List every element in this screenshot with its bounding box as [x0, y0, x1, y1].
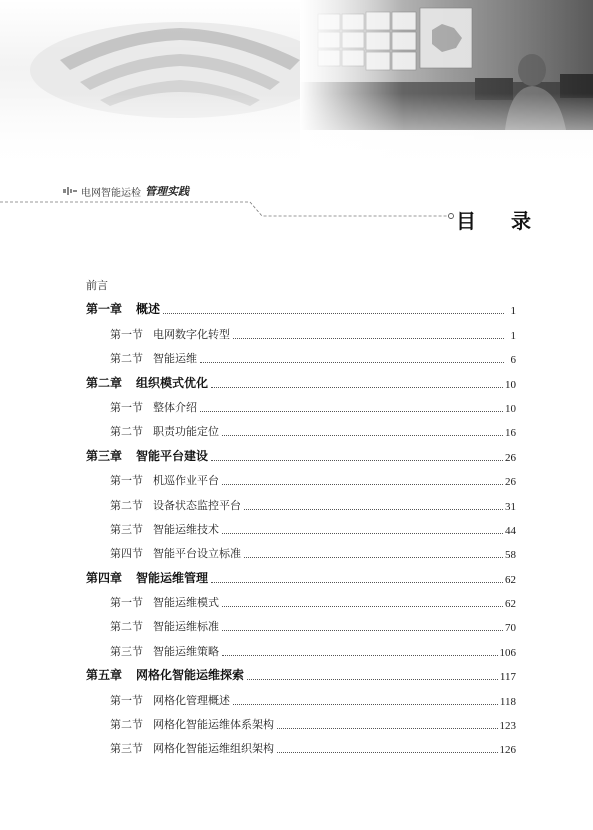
book-title-regular: 电网智能运检 — [81, 187, 141, 199]
toc-section-entry[interactable] — [86, 732, 516, 756]
toc-entry-number: 第二节 — [110, 498, 143, 512]
toc-dot-leader — [222, 484, 503, 485]
toc-dot-leader — [244, 509, 503, 510]
toc-dot-leader — [211, 460, 503, 461]
toc-dot-leader — [222, 655, 498, 656]
control-room-illustration — [0, 0, 593, 170]
toc-entry-page-number: 10 — [505, 402, 516, 415]
rule-end-circle-icon — [449, 214, 454, 219]
toc-dot-leader — [222, 533, 503, 534]
toc-section-entry[interactable] — [86, 683, 516, 707]
toc-dot-leader — [222, 606, 503, 607]
toc-entry-title: 智能运维 — [153, 352, 197, 366]
toc-entry-page-number: 117 — [499, 671, 516, 684]
toc-entry-number: 第一节 — [110, 474, 143, 488]
toc-list — [86, 293, 516, 756]
toc-entry-number: 第一节 — [110, 327, 143, 341]
toc-dot-leader — [200, 362, 504, 363]
toc-entry-title: 网格化管理概述 — [153, 693, 230, 707]
toc-chapter-entry[interactable] — [86, 439, 516, 463]
toc-section-entry[interactable] — [86, 634, 516, 658]
toc-entry-number: 第二节 — [110, 620, 143, 634]
toc-section-entry[interactable] — [86, 488, 516, 512]
toc-entry-title: 组织模式优化 — [136, 375, 209, 390]
toc-entry-number: 第二节 — [110, 352, 143, 366]
book-title-emphasis: 管理实践 — [145, 185, 189, 198]
toc-section-entry[interactable] — [86, 610, 516, 634]
toc-entry-page-number: 10 — [505, 378, 516, 391]
toc-dot-leader — [247, 679, 498, 680]
toc-entry-title: 网格化智能运维体系架构 — [153, 718, 274, 732]
toc-section-entry[interactable] — [86, 586, 516, 610]
toc-entry-title: 职责功能定位 — [153, 425, 219, 439]
toc-entry-number: 第二节 — [110, 718, 143, 732]
toc-dot-leader — [222, 435, 503, 436]
toc-entry-title: 网格化智能运维组织架构 — [153, 742, 274, 756]
toc-entry-page-number: 6 — [510, 354, 516, 367]
toc-entry-number: 第一章 — [86, 302, 123, 317]
toc-entry-page-number: 58 — [505, 549, 516, 562]
toc-entry-number: 第五章 — [86, 668, 123, 683]
toc-entry-number: 第三节 — [110, 644, 143, 658]
toc-dot-leader — [233, 704, 498, 705]
toc-section-entry[interactable] — [86, 513, 516, 537]
toc-entry-page-number: 1 — [510, 305, 516, 318]
toc-entry-number: 第二章 — [86, 375, 123, 390]
toc-section-entry[interactable] — [86, 391, 516, 415]
toc-dot-leader — [211, 582, 503, 583]
toc-dot-leader — [277, 752, 498, 753]
toc-dot-leader — [244, 557, 503, 558]
toc-chapter-entry[interactable] — [86, 293, 516, 317]
toc-entry-title: 概述 — [136, 302, 161, 317]
toc-section-entry[interactable] — [86, 537, 516, 561]
toc-entry-page-number: 1 — [510, 329, 516, 342]
toc-entry-title: 智能运维模式 — [153, 596, 219, 610]
toc-entry-title: 电网数字化转型 — [153, 327, 230, 341]
toc-dot-leader — [163, 313, 504, 314]
toc-entry-title: 智能平台设立标准 — [153, 547, 241, 561]
toc-entry-title: 智能运维技术 — [153, 522, 219, 536]
toc-entry-number: 第四节 — [110, 547, 143, 561]
toc-section-entry[interactable] — [86, 415, 516, 439]
toc-entry-title: 智能运维管理 — [136, 570, 209, 585]
header-banner-image — [0, 0, 593, 170]
toc-entry-title: 智能平台建设 — [136, 448, 209, 463]
toc-entry-page-number: 31 — [505, 500, 516, 513]
toc-chapter-entry[interactable] — [86, 561, 516, 585]
toc-entry-number: 第一节 — [110, 693, 143, 707]
toc-entry-number: 第一节 — [110, 596, 143, 610]
toc-entry-page-number: 126 — [499, 744, 516, 757]
toc-entry-number: 第二节 — [110, 425, 143, 439]
toc-entry-page-number: 70 — [505, 622, 516, 635]
toc-section-entry[interactable] — [86, 464, 516, 488]
toc-entry-number: 第三节 — [110, 522, 143, 536]
toc-entry-title: 网格化智能运维探索 — [136, 668, 245, 683]
toc-entry-title: 智能运维策略 — [153, 644, 219, 658]
toc-entry-number: 第三章 — [86, 448, 123, 463]
toc-chapter-entry[interactable] — [86, 366, 516, 390]
toc-entry-page-number: 26 — [505, 476, 516, 489]
toc-dot-leader — [222, 630, 503, 631]
toc-entry-title: 机巡作业平台 — [153, 474, 219, 488]
toc-entry-number: 第三节 — [110, 742, 143, 756]
toc-entry-number: 第四章 — [86, 570, 123, 585]
toc-dot-leader — [277, 728, 498, 729]
toc-entry-page-number: 118 — [499, 695, 516, 708]
toc-section-entry[interactable] — [86, 342, 516, 366]
toc-section-entry[interactable] — [86, 317, 516, 341]
toc-heading: 目 录 — [456, 209, 545, 233]
toc-entry-page-number: 26 — [505, 451, 516, 464]
toc-entry-page-number: 106 — [499, 646, 516, 659]
toc-entry-title: 设备状态监控平台 — [153, 498, 241, 512]
toc-dot-leader — [233, 338, 504, 339]
toc-entry-title: 智能运维标准 — [153, 620, 219, 634]
toc-entry-page-number: 62 — [505, 573, 516, 586]
toc-dot-leader — [200, 411, 503, 412]
toc-preface: 前言 — [86, 279, 108, 292]
toc-entry-page-number: 62 — [505, 598, 516, 611]
toc-entry-number: 第一节 — [110, 400, 143, 414]
toc-entry-page-number: 44 — [505, 524, 516, 537]
toc-entry-title: 整体介绍 — [153, 400, 197, 414]
toc-chapter-entry[interactable] — [86, 659, 516, 683]
toc-entry-page-number: 16 — [505, 427, 516, 440]
toc-entry-page-number: 123 — [499, 720, 516, 733]
toc-dot-leader — [211, 387, 503, 388]
toc-section-entry[interactable] — [86, 708, 516, 732]
